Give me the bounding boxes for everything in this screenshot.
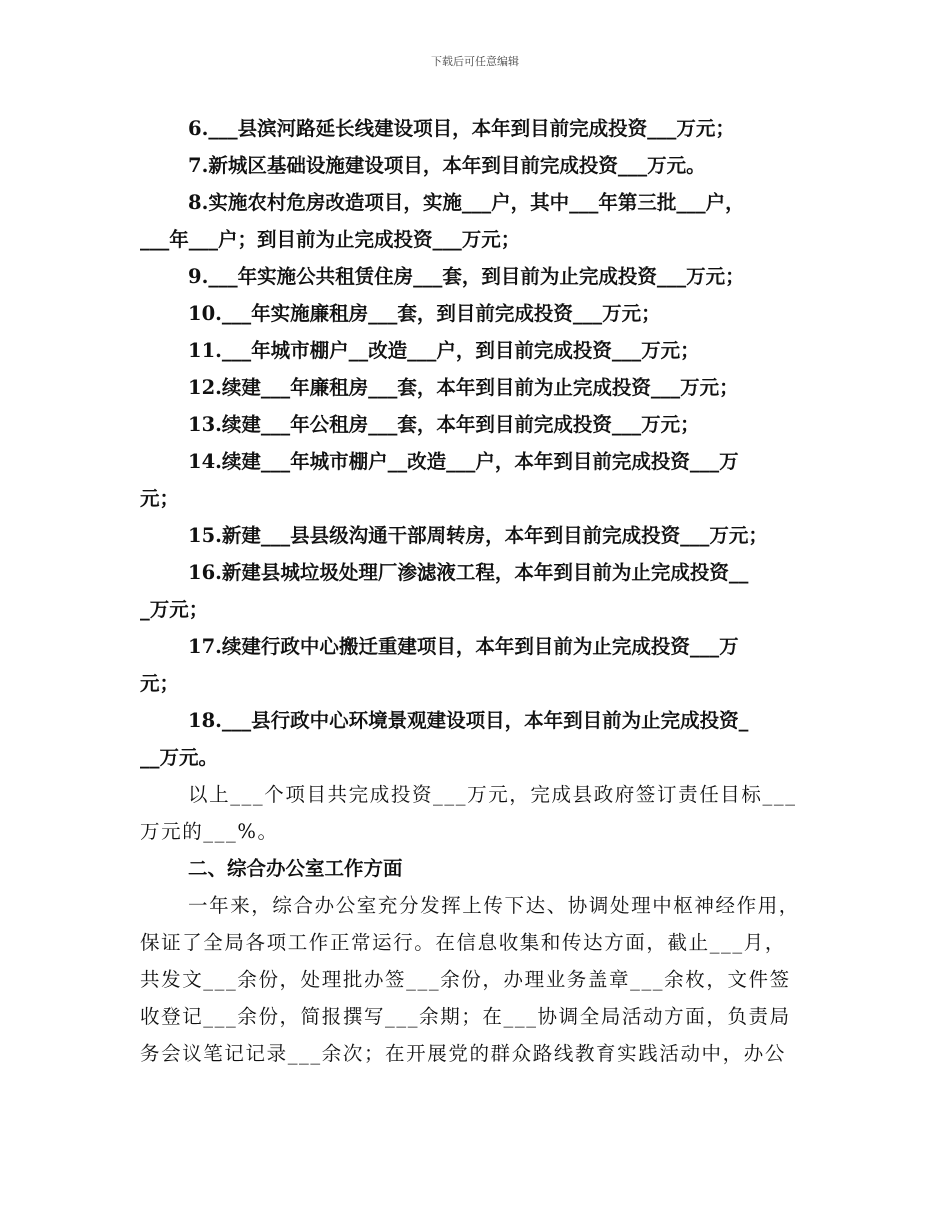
text-line: 保证了全局各项工作正常运行。在信息收集和传达方面，截止___月， xyxy=(140,931,786,954)
text-line: 17.续建行政中心搬迁重建项目，本年到目前为止完成投资___万 xyxy=(188,635,739,658)
text-line: 务会议笔记记录___余次；在开展党的群众路线教育实践活动中，办公 xyxy=(140,1042,786,1065)
text-line: 12.续建___年廉租房___套，本年到目前为止完成投资___万元； xyxy=(188,376,739,399)
text-line: 元； xyxy=(140,672,180,695)
text-line: 11.___年城市棚户__改造___户，到目前完成投资___万元； xyxy=(188,339,700,362)
text-line: 一年来，综合办公室充分发挥上传下达、协调处理中枢神经作用， xyxy=(188,894,800,917)
text-line: 16.新建县城垃圾处理厂渗滤液工程，本年到目前为止完成投资__ xyxy=(188,561,749,584)
text-line: ___年___户；到目前为止完成投资___万元； xyxy=(140,228,521,251)
text-line: 元； xyxy=(140,487,180,510)
text-line: 10.___年实施廉租房___套，到目前完成投资___万元； xyxy=(188,302,661,325)
page-header: 下载后可任意编辑 xyxy=(431,55,519,68)
text-line: 以上___个项目共完成投资___万元，完成县政府签订责任目标___ xyxy=(188,783,797,806)
text-line: __万元。 xyxy=(140,746,219,769)
text-line: 13.续建___年公租房___套，本年到目前完成投资___万元； xyxy=(188,413,700,436)
text-line: 收登记___余份，简报撰写___余期；在___协调全局活动方面，负责局 xyxy=(140,1005,791,1028)
text-line: 万元的___%。 xyxy=(140,820,279,843)
text-line: 8.实施农村危房改造项目，实施___户，其中___年第三批___户， xyxy=(188,191,745,214)
text-line: 14.续建___年城市棚户__改造___户，本年到目前完成投资___万 xyxy=(188,450,739,473)
text-line: 7.新城区基础设施建设项目，本年到目前完成投资___万元。 xyxy=(188,154,706,177)
text-line: 共发文___余份，处理批办签___余份，办理业务盖章___余枚，文件签 xyxy=(140,968,791,991)
document-body xyxy=(140,110,818,1072)
text-line: _万元； xyxy=(140,598,209,621)
text-line: 15.新建___县县级沟通干部周转房，本年到目前完成投资___万元； xyxy=(188,524,768,547)
text-line: 9.___年实施公共租赁住房___套，到目前为止完成投资___万元； xyxy=(188,265,745,288)
text-line: 6.___县滨河路延长线建设项目，本年到目前完成投资___万元； xyxy=(188,117,735,140)
text-line: 18.___县行政中心环境景观建设项目，本年到目前为止完成投资_ xyxy=(188,709,749,732)
section-heading: 二、综合办公室工作方面 xyxy=(188,857,403,880)
